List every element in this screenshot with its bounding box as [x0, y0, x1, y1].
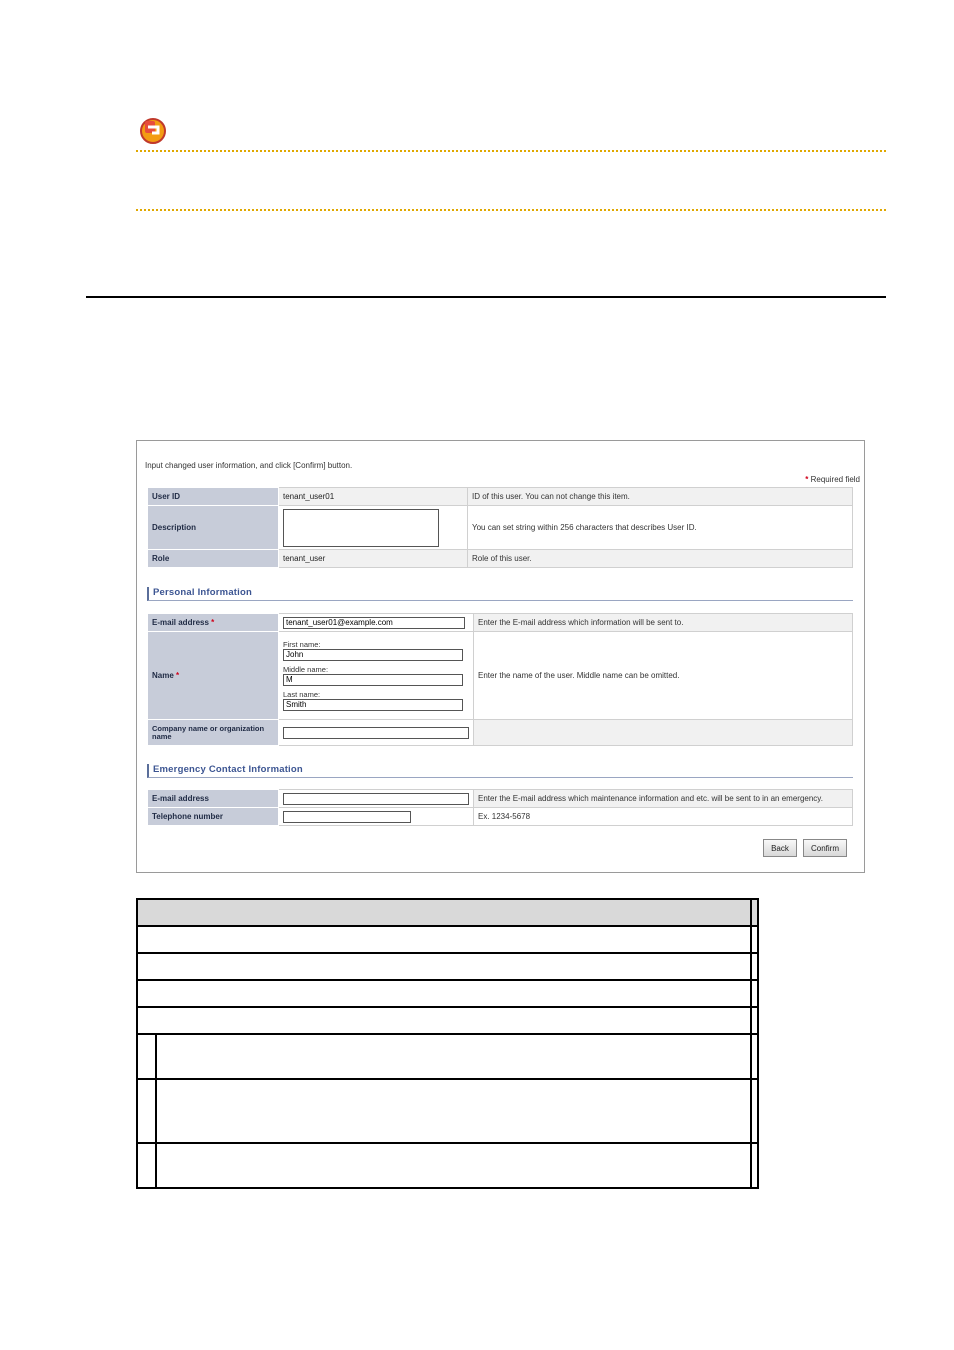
row-company	[148, 720, 853, 746]
description-textarea[interactable]	[283, 509, 439, 547]
user-id-desc: ID of this user. You can not change this item.	[468, 488, 853, 506]
basic-info-table	[147, 487, 853, 568]
row-role	[148, 550, 853, 568]
required-field-label: Required field	[810, 475, 860, 484]
email-input[interactable]: tenant_user01@example.com	[283, 617, 465, 629]
email-label: E-mail address	[152, 618, 209, 627]
table-row	[137, 926, 758, 953]
emergency-email-input[interactable]	[283, 793, 469, 805]
company-label: Company name or organization name	[148, 720, 279, 746]
row-telephone	[148, 808, 853, 826]
required-marker: *	[805, 475, 809, 484]
description-label: Description	[148, 506, 279, 550]
company-input[interactable]	[283, 727, 469, 739]
table-row	[137, 1143, 758, 1188]
emergency-info-table	[147, 789, 853, 826]
caution-icon	[136, 115, 168, 145]
description-desc: You can set string within 256 characters that describes User ID.	[468, 506, 853, 550]
emergency-info-heading: Emergency Contact Information	[147, 764, 853, 778]
company-desc	[474, 720, 853, 746]
field-description-table	[136, 898, 759, 1189]
telephone-desc: Ex. 1234-5678	[474, 808, 853, 826]
table-row	[137, 953, 758, 980]
required-field-note	[805, 475, 860, 484]
intro-text: Input changed user information, and click [Confirm] button.	[145, 461, 353, 470]
last-name-label: Last name:	[283, 690, 321, 699]
name-label: Name	[152, 671, 174, 680]
section-divider	[86, 296, 886, 298]
user-id-value: tenant_user01	[279, 488, 468, 506]
row-description	[148, 506, 853, 550]
email-desc: Enter the E-mail address which information will be sent to.	[474, 614, 853, 632]
user-id-label: User ID	[148, 488, 279, 506]
table-row	[137, 1007, 758, 1034]
row-emergency-email	[148, 790, 853, 808]
middle-name-label: Middle name:	[283, 665, 329, 674]
emergency-email-desc: Enter the E-mail address which maintenance information and etc. will be sent to in an emergency.	[474, 790, 853, 808]
telephone-input[interactable]	[283, 811, 411, 823]
table-row	[137, 1034, 758, 1079]
first-name-input[interactable]: John	[283, 649, 463, 661]
role-value: tenant_user	[279, 550, 468, 568]
personal-info-heading: Personal Information	[147, 587, 853, 601]
name-desc: Enter the name of the user. Middle name can be omitted.	[474, 632, 853, 720]
confirm-button[interactable]: Confirm	[803, 839, 847, 857]
row-name	[148, 632, 853, 720]
first-name-label: First name:	[283, 640, 321, 649]
note-top-rule	[136, 150, 886, 152]
row-email	[148, 614, 853, 632]
required-marker: *	[211, 618, 215, 627]
telephone-label: Telephone number	[148, 808, 279, 826]
required-marker: *	[176, 671, 180, 680]
table-header-row	[137, 899, 758, 926]
role-desc: Role of this user.	[468, 550, 853, 568]
last-name-input[interactable]: Smith	[283, 699, 463, 711]
middle-name-input[interactable]: M	[283, 674, 463, 686]
note-bottom-rule	[136, 209, 886, 211]
edit-user-screenshot	[136, 440, 865, 873]
emergency-email-label: E-mail address	[148, 790, 279, 808]
table-row	[137, 980, 758, 1007]
personal-info-table	[147, 613, 853, 746]
row-user-id	[148, 488, 853, 506]
table-row	[137, 1079, 758, 1143]
role-label: Role	[148, 550, 279, 568]
back-button[interactable]: Back	[763, 839, 797, 857]
